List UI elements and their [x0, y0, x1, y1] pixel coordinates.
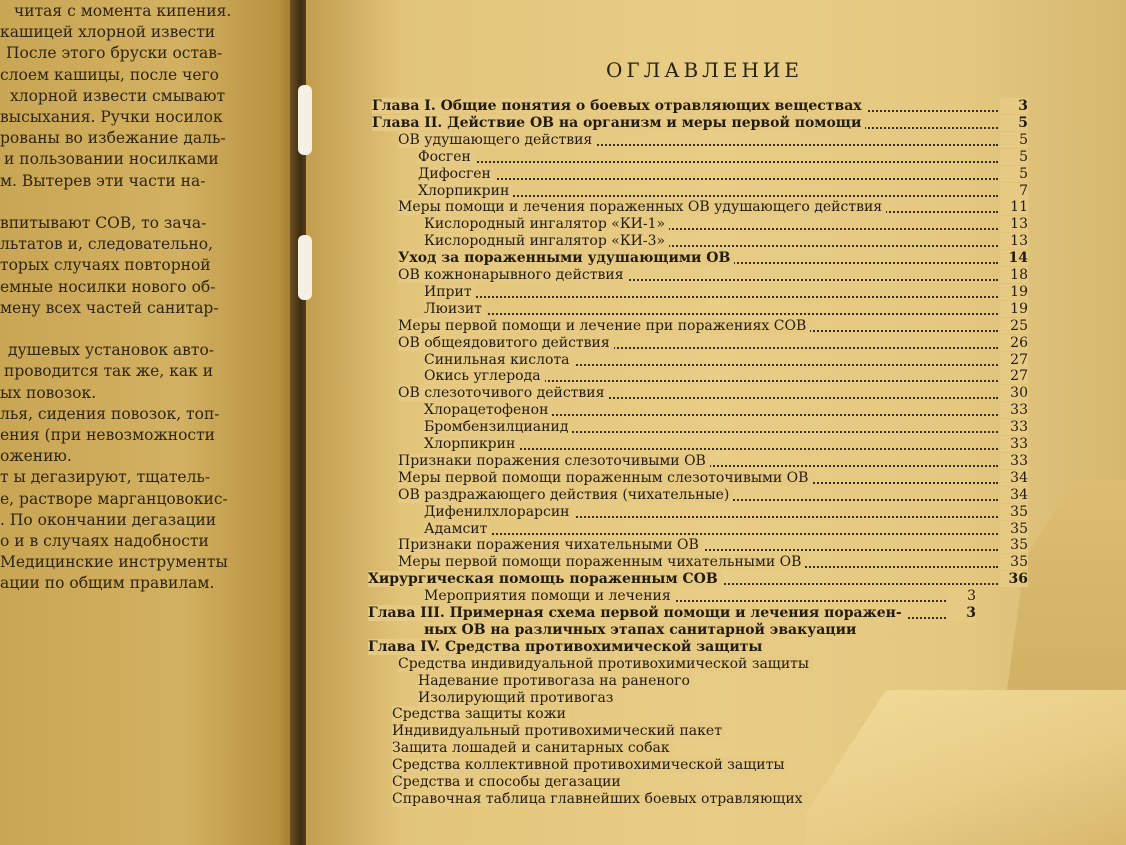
toc-entry-page: 35: [1000, 504, 1028, 520]
toc-entry: [398, 487, 1028, 505]
toc-entry-page: 34: [1000, 487, 1028, 503]
toc-entry-title: Средства защиты кожи: [392, 706, 570, 722]
toc-entry-page: 33: [1000, 453, 1028, 469]
toc-entry: [418, 673, 976, 691]
left-page: [0, 0, 302, 845]
toc-entry: [398, 132, 1028, 150]
toc-entry-page: 33: [1000, 419, 1028, 435]
toc-entry: [398, 656, 976, 674]
toc-entry: [398, 318, 1028, 336]
toc-entry: [424, 216, 1028, 234]
toc-leader-dots: [424, 301, 998, 315]
toc-entry: [398, 250, 1028, 268]
toc-entry-page: 35: [1000, 537, 1028, 553]
toc-entry: [424, 588, 976, 606]
toc-entry-title: Хлорпикрин: [424, 436, 519, 452]
left-page-line: хлорной извести смывают: [10, 86, 226, 105]
toc-entry: [424, 301, 1028, 319]
toc-entry-title: Фосген: [418, 149, 475, 165]
toc-entry-page: 18: [1000, 267, 1028, 283]
toc-entry-title: Средства и способы дегазации: [392, 774, 625, 790]
toc-entry-title: Хлорацетофенон: [424, 402, 552, 418]
toc-entry: [424, 402, 1028, 420]
left-page-line: е, растворе марганцовокис-: [0, 489, 228, 508]
left-page-line: м. Вытерев эти части на-: [0, 171, 206, 190]
toc-entry-page: 33: [1000, 402, 1028, 418]
left-page-line: высыхания. Ручки носилок: [0, 108, 223, 126]
toc-entry-page: 35: [1000, 554, 1028, 570]
toc-entry-page: 14: [1000, 250, 1028, 266]
toc-entry-title: Глава II. Действие ОВ на организм и меры первой помощи: [372, 115, 865, 131]
toc-entry-title: Средства индивидуальной противохимической защиты: [398, 656, 813, 672]
toc-entry: [398, 267, 1028, 285]
toc-entry: [398, 335, 1028, 353]
toc-entry-title: ОВ общеядовитого действия: [398, 335, 614, 351]
toc-entry-page: 7: [1000, 183, 1028, 199]
left-page-line: душевых установок авто-: [8, 341, 215, 360]
left-page-line: читая с момента кипения.: [14, 2, 232, 20]
left-page-line: кашицей хлорной извести: [0, 23, 216, 42]
toc-leader-dots: [424, 521, 998, 535]
toc-entry: [398, 554, 1028, 572]
left-page-line: Медицинские инструменты: [0, 553, 228, 572]
toc-entry: [398, 537, 1028, 555]
toc-entry-title: Глава IV. Средства противохимической защиты: [368, 639, 766, 655]
toc-entry-title: Окись углерода: [424, 368, 545, 384]
toc-entry-title: Мероприятия помощи и лечения: [424, 588, 675, 604]
toc-entry-page: 26: [1000, 335, 1028, 351]
left-page-line: торых случаях повторной: [0, 256, 211, 275]
toc-entry-page: 11: [1000, 199, 1028, 215]
toc-entry-title: Бромбензилцианид: [424, 419, 572, 435]
binding-hole: [298, 235, 312, 300]
toc-entry-title: ОВ слезоточивого действия: [398, 385, 608, 401]
toc-entry-title: Дифосген: [418, 166, 495, 182]
toc-entry: [398, 470, 1028, 488]
toc-entry: [424, 233, 1028, 251]
toc-entry-title: Адамсит: [424, 521, 491, 537]
toc-entry-title: Признаки поражения слезоточивыми ОВ: [398, 453, 710, 469]
toc-entry: [372, 115, 1028, 133]
toc-entry: [418, 166, 1028, 184]
toc-entry-title: Глава I. Общие понятия о боевых отравляющих веществах: [372, 98, 866, 114]
left-page-line: емные носилки нового об-: [0, 277, 216, 296]
toc-entry: [424, 504, 1028, 522]
toc-entry-page: 3: [1000, 98, 1028, 114]
toc-entry-page: 13: [1000, 233, 1028, 249]
toc-entry-title: Средства коллективной противохимической защиты: [392, 757, 788, 773]
toc-entry-title: Глава III. Примерная схема первой помощи и лечения поражен-: [368, 605, 906, 621]
toc-entry: [424, 284, 1028, 302]
toc-entry-page: 5: [1000, 149, 1028, 165]
left-page-line: После этого бруски остав-: [6, 44, 223, 63]
toc-entry: [424, 352, 1028, 370]
toc-entry: [398, 453, 1028, 471]
toc-entry-title: Меры первой помощи пораженным слезоточивыми ОВ: [398, 470, 812, 486]
toc-entry-title: Иприт: [424, 284, 476, 300]
toc-entry-title: Надевание противогаза на раненого: [418, 673, 694, 689]
toc-entry-page: 25: [1000, 318, 1028, 334]
toc-entry-page: 19: [1000, 301, 1028, 317]
left-page-line: ации по общим правилам.: [0, 574, 215, 593]
toc-entry-title: Защита лошадей и санитарных собак: [392, 740, 674, 756]
left-page-line: т ы дегазируют, тщатель-: [0, 468, 211, 487]
toc-entry-title: Индивидуальный противохимический пакет: [392, 723, 726, 739]
toc-leader-dots: [418, 166, 998, 180]
toc-leader-dots: [424, 284, 998, 298]
toc-entry-page: 5: [1000, 166, 1028, 182]
toc-entry: [424, 521, 1028, 539]
toc-entry-page: 27: [1000, 352, 1028, 368]
toc-entry-title: Дифенилхлорарсин: [424, 504, 574, 520]
toc-entry-title: Кислородный ингалятор «КИ-1»: [424, 216, 669, 232]
left-page-line: впитывают СОВ, то зача-: [0, 214, 207, 232]
toc-entry: [424, 368, 1028, 386]
toc-entry-title: ных ОВ на различных этапах санитарной эвакуации: [424, 622, 860, 638]
toc-entry-page: 35: [1000, 521, 1028, 537]
binding-hole: [298, 85, 312, 155]
toc-entry-page: 30: [1000, 385, 1028, 401]
toc-entry-title: Люизит: [424, 301, 486, 317]
toc-entry-title: ОВ раздражающего действия (чихательные): [398, 487, 733, 503]
toc-entry-title: Меры первой помощи и лечение при поражениях СОВ: [398, 318, 810, 334]
toc-entry: [368, 639, 976, 657]
toc-entry: [424, 622, 976, 640]
left-page-line: ения (при невозможности: [0, 426, 216, 444]
toc-entry-page: 27: [1000, 368, 1028, 384]
toc-entry-title: Кислородный ингалятор «КИ-3»: [424, 233, 669, 249]
left-page-line: ых повозок.: [0, 383, 97, 402]
toc-entry: [368, 571, 1028, 589]
toc-entry: [398, 199, 1028, 217]
toc-entry-page: 3: [948, 588, 976, 604]
toc-entry: [372, 98, 1028, 116]
toc-entry-page: 34: [1000, 470, 1028, 486]
toc-entry-page: 36: [1000, 571, 1028, 587]
toc-entry-page: 13: [1000, 216, 1028, 232]
toc-entry: [368, 605, 976, 623]
left-page-line: о и в случаях надобности: [0, 532, 209, 550]
left-page-line: льтатов и, следовательно,: [0, 235, 214, 254]
left-page-line: проводится так же, как и: [4, 362, 214, 381]
left-page-line: мену всех частей санитар-: [0, 298, 219, 317]
toc-entry-title: ОВ кожнонарывного действия: [398, 267, 628, 283]
left-page-line: . По окончании дегазации: [0, 510, 217, 529]
toc-entry-title: Справочная таблица главнейших боевых отравляющих: [392, 791, 807, 807]
toc-entry-title: Хирургическая помощь пораженным СОВ: [368, 571, 722, 587]
toc-entry-page: 5: [1000, 132, 1028, 148]
toc-entry-title: Меры первой помощи пораженным чихательными ОВ: [398, 554, 805, 570]
toc-entry-page: 5: [1000, 115, 1028, 131]
left-page-line: и пользовании носилками: [4, 150, 219, 169]
toc-entry-title: Изолирующий противогаз: [418, 690, 617, 706]
toc-entry-page: 3: [948, 605, 976, 621]
toc-entry: [424, 419, 1028, 437]
left-page-line: слоем кашицы, после чего: [0, 65, 220, 84]
toc-entry: [418, 183, 1028, 201]
toc-entry-title: Хлорпикрин: [418, 183, 513, 199]
left-page-line: рованы во избежание даль-: [0, 129, 226, 148]
toc-entry-title: Уход за пораженными удушающими ОВ: [398, 250, 734, 266]
left-page-line: ожению.: [0, 447, 72, 466]
toc-heading: ОГЛАВЛЕНИЕ: [606, 58, 803, 82]
toc-entry-page: 33: [1000, 436, 1028, 452]
toc-entry-page: 19: [1000, 284, 1028, 300]
toc-entry: [424, 436, 1028, 454]
toc-entry: [398, 385, 1028, 403]
toc-entry: [418, 149, 1028, 167]
toc-entry-title: Признаки поражения чихательными ОВ: [398, 537, 703, 553]
toc-leader-dots: [418, 149, 998, 163]
toc-entry-title: Синильная кислота: [424, 352, 574, 368]
left-page-line: лья, сидения повозок, топ-: [0, 404, 220, 423]
toc-entry-title: ОВ удушающего действия: [398, 132, 596, 148]
toc-entry-title: Меры помощи и лечения пораженных ОВ удушающего действия: [398, 199, 886, 215]
